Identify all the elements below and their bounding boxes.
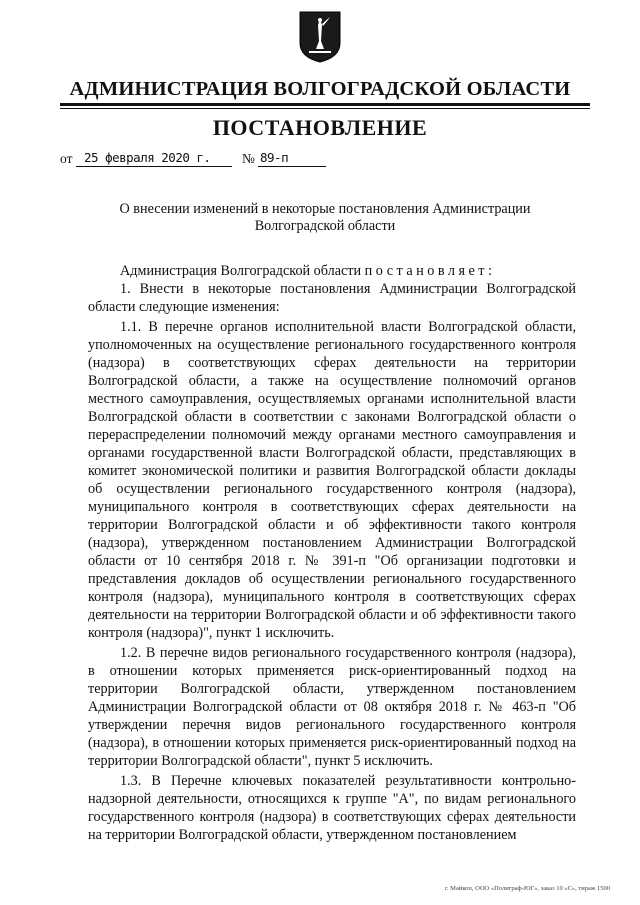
document-subject: О внесении изменений в некоторые постановления Администрации Волгоградской области: [119, 201, 531, 234]
document-type-title: ПОСТАНОВЛЕНИЕ: [212, 115, 428, 140]
registration-line: [60, 145, 360, 169]
date-underline: [76, 166, 232, 167]
intro-prefix: Администрация Волгоградской области: [120, 263, 362, 279]
print-footer: г. Майкоп, ООО «Полиграф-ЮГ», заказ 10 «С», тираж 1500: [445, 885, 610, 892]
item-paragraph: 1.2. В перечне видов регионального государственного контроля (надзора), в отношении которых применяется риск-ориентированный подход на территории Волгоградской области, утвержденном постановлением Администрации Волгоградской области от 08 октября 2018 г. № 463-п "Об утверждении перечня видов регионального государственного контроля (надзора), в отношении которых применяется риск-ориентированный подход на территории Волгоградской области", пункт 5 исключить.: [88, 645, 576, 769]
number-value: 89-п: [260, 150, 289, 165]
header-divider-thin: [60, 108, 590, 109]
number-label: №: [242, 151, 255, 166]
date-label: от: [60, 151, 73, 166]
date-value: 25 февраля 2020 г.: [84, 150, 211, 165]
header-divider-thick: [60, 103, 590, 106]
intro-decree-word: постановляет:: [364, 263, 496, 279]
item-paragraph: 1. Внести в некоторые постановления Администрации Волгоградской области следующие изменения:: [88, 281, 576, 315]
item-paragraph: 1.3. В Перечне ключевых показателей результативности контрольно-надзорной деятельности, относящихся к группе "А", по видам регионального государственного контроля (надзора) в соответствующих сферах деятельности на территории Волгоградской области, утвержденном постановлением: [88, 773, 576, 843]
coat-of-arms-emblem: [299, 11, 341, 63]
number-underline: [258, 166, 326, 167]
organization-title: АДМИНИСТРАЦИЯ ВОЛГОГРАДСКОЙ ОБЛАСТИ: [69, 78, 571, 100]
intro-paragraph: [88, 262, 576, 280]
item-paragraph: 1.1. В перечне органов исполнительной власти Волгоградской области, уполномоченных на осуществление регионального государственного контроля (надзора) в соответствующих сферах деятельности на территории Волгоградской области, а также на осуществление полномочий органов местного самоуправления, осуществляемых органами исполнительной власти Волгоградской области в соответствии с законами Волгоградской области о перераспределении полномочий между органами местного самоуправления и органами государственной власти Волгоградской области, представляющих в комитет экономической политики и развития Волгоградской области доклады об осуществлении регионального государственного контроля (надзора), муниципального контроля в соответствующих сферах деятельности на территории Волгоградской области и об эффективности такого контроля (надзора), утвержденном постановлением Администрации Волгоградской области от 10 сентября 2018 г. № 391-п "Об организации подготовки и представления докладов об осуществлении регионального государственного контроля (надзора), муниципального контроля в соответствующих сферах деятельности на территории Волгоградской области и об эффективности такого контроля (надзора)", пункт 1 исключить.: [88, 319, 576, 641]
document-body: [88, 262, 576, 844]
